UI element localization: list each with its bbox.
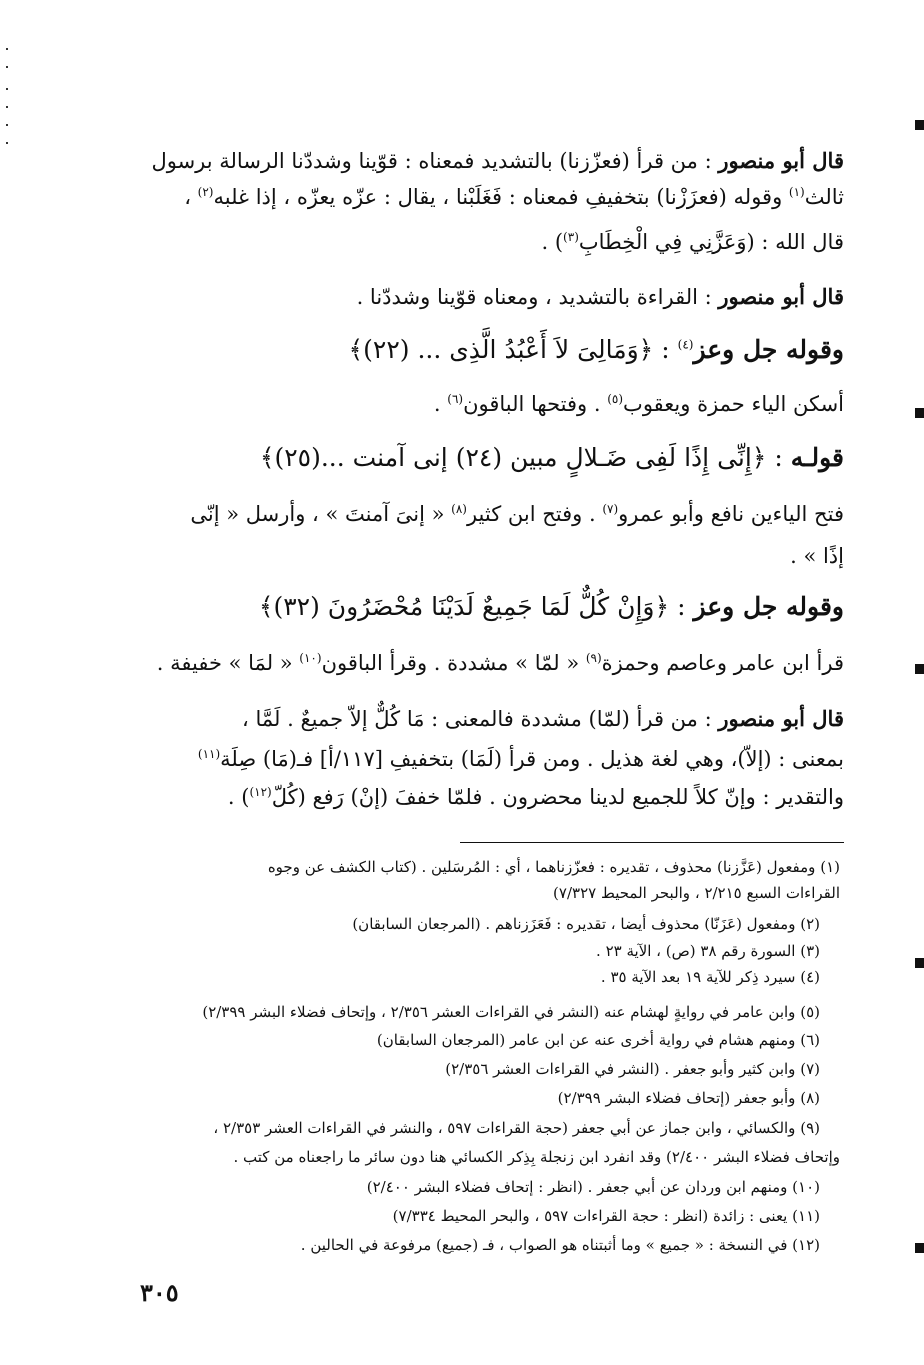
body-text: قرأ ابن عامر وعاصم وحمزة	[601, 651, 844, 675]
footnote	[140, 940, 820, 962]
footnote	[140, 1176, 820, 1198]
footnote	[140, 1087, 820, 1109]
footnote-ref: (٦)	[447, 392, 464, 406]
footnote-number: (١٠)	[792, 1178, 820, 1196]
body-text: ،	[184, 185, 198, 209]
body-text: قال الله : (وَعَزَّنِي فِي الْخِطَابِ	[578, 230, 844, 254]
edge-mark	[915, 958, 924, 968]
body-text: . وفتحها الباقون	[463, 392, 608, 416]
binding-dot	[6, 124, 8, 126]
body-text: والتقدير : وإنّ كلاً للجميع لدينا محضرون . فلمّا خففَ (إنْ) رَفع (كُلّ	[271, 785, 844, 809]
body-line	[136, 146, 844, 176]
footnote-ref: (٧)	[602, 502, 619, 516]
footnote-text: سيرد ذِكر للآية ١٩ بعد الآية ٣٥ .	[600, 968, 796, 986]
footnote-ref: (٢)	[197, 185, 214, 199]
footnote	[140, 1029, 820, 1051]
footnote-text: وأبو جعفر (إتحاف فضلاء البشر ٢/٣٩٩)	[557, 1089, 796, 1107]
footnote-text: ومنهم ابن وردان عن أبي جعفر . (انظر : إتحاف فضلاء البشر ٢/٤٠٠)	[366, 1178, 788, 1196]
footnote-ref: (١٠)	[299, 651, 322, 665]
footnote-text: ومنهم هشام في رواية أخرى عنه عن ابن عامر (المرجعان السابقان)	[376, 1031, 796, 1049]
binding-dot	[6, 66, 8, 68]
binding-dot	[6, 142, 8, 144]
page-number: ٣٠٥	[140, 1278, 179, 1307]
body-line	[136, 541, 844, 571]
speaker-label: قال أبو منصور	[718, 284, 844, 309]
verse-text: : ﴿وَمَالِىَ لاَ أَعْبُدُ الَّذِى ... (٢٢)﴾	[348, 335, 678, 364]
body-line	[136, 744, 844, 774]
body-line	[136, 227, 844, 257]
verse-heading: وقوله جل وعز	[693, 592, 844, 621]
footnote-continuation	[140, 1146, 840, 1168]
body-text: إذًا » .	[790, 544, 844, 568]
footnote-number: (٩)	[800, 1119, 820, 1137]
body-text: . وفتح ابن كثير	[466, 502, 603, 526]
body-text: : من قرأ (لمّا) مشددة فالمعنى : مَا كُلٌّ إلاّ جميعٌ . لَمَّا ،	[242, 707, 719, 731]
verse-heading: وقوله جل وعز	[693, 335, 844, 364]
footnote	[140, 966, 820, 988]
verse-line	[136, 440, 844, 476]
edge-mark	[915, 408, 924, 418]
edge-mark	[915, 120, 924, 130]
footnote-number: (١)	[820, 858, 840, 876]
verse-line	[136, 332, 844, 368]
footnote-ref: (٤)	[677, 337, 694, 352]
footnote-number: (٦)	[800, 1031, 820, 1049]
footnote-text: وابن كثير وأبو جعفر . (النشر في القراءات العشر ٢/٣٥٦)	[445, 1060, 796, 1078]
verse-text: : ﴿وَإِنْ كُلٌّ لَمَا جَمِيعٌ لَدَيْنَا مُحْضَرُونَ (٣٢)﴾	[258, 592, 694, 621]
speaker-label: قال أبو منصور	[718, 148, 844, 173]
speaker-label: قال أبو منصور	[718, 706, 844, 731]
body-line	[136, 389, 844, 419]
footnote-separator	[460, 842, 844, 843]
footnote-number: (١٢)	[792, 1236, 820, 1254]
footnote-number: (٣)	[800, 942, 820, 960]
verse-text: : ﴿إِنِّى إِذًا لَفِى ضَـلالٍ مبين (٢٤) إنى آمنت ...(٢٥)﴾	[259, 443, 791, 472]
footnote-number: (٨)	[800, 1089, 820, 1107]
body-text: ) .	[541, 230, 564, 254]
body-line	[136, 499, 844, 529]
body-text: : القراءة بالتشديد ، ومعناه قوّينا وشددّنا .	[356, 285, 719, 309]
footnote-continuation	[140, 882, 840, 904]
footnote-number: (٤)	[800, 968, 820, 986]
footnote-ref: (٨)	[451, 502, 467, 516]
footnote-text: والكسائي ، وابن جماز عن أبي جعفر (حجة القراءات ٥٩٧ ، والنشر في القراءات العشر ٢/٣٥٣ ،	[213, 1119, 796, 1137]
footnote-ref: (٥)	[607, 392, 624, 406]
body-line	[136, 282, 844, 312]
footnote-ref: (١)	[788, 185, 805, 199]
binding-dot	[6, 88, 8, 90]
footnote	[140, 1058, 820, 1080]
body-text: وقوله (فعزَزْنا) بتخفيفِ فمعناه : فَغَلَبْنا ، يقال : عزّه يعزّه ، إذا غلبه	[213, 185, 789, 209]
footnote-text: وإتحاف فضلاء البشر ٢/٤٠٠) وقد انفرد ابن زنجلة بِذِكر الكسائي هنا دون سائر ما راجعناه من كتب .	[233, 1148, 840, 1166]
footnote-text: القراءات السبع ٢/٢١٥ ، والبحر المحيط ٧/٣٢٧)	[553, 884, 840, 902]
body-line	[136, 782, 844, 812]
footnote	[140, 913, 820, 935]
footnote	[140, 856, 840, 878]
body-text: فتح الياءين نافع وأبو عمرو	[618, 502, 844, 526]
footnote-text: في النسخة : « جميع » وما أثبتناه هو الصواب ، فـ (جميع) مرفوعة في الحالين .	[300, 1236, 788, 1254]
footnote-ref: (٣)	[563, 230, 579, 244]
footnote-number: (٧)	[800, 1060, 820, 1078]
body-text: أسكن الياء حمزة ويعقوب	[623, 392, 844, 416]
footnote-text: يعنى : زائدة (انظر : حجة القراءات ٥٩٧ ، والبحر المحيط ٧/٣٣٤)	[392, 1207, 788, 1225]
body-line	[136, 704, 844, 734]
body-line	[136, 648, 844, 678]
footnote-ref: (٩)	[585, 651, 602, 665]
footnote-text: ومفعول (عَزَّزنا) محذوف ، تقديره : فعزّزناهما ، أي : المُرسَلين . (كتاب الكشف عن وجوه	[267, 858, 816, 876]
body-text: « لمَا » خفيفة .	[156, 651, 300, 675]
footnote-number: (١١)	[792, 1207, 820, 1225]
edge-mark	[915, 664, 924, 674]
footnote-number: (٢)	[800, 915, 820, 933]
body-text: ثالث	[804, 185, 844, 209]
footnote	[140, 1001, 820, 1023]
verse-line	[136, 589, 844, 625]
footnote-text: وابن عامر في روايةٍ لهشام عنه (النشر في القراءات العشر ٢/٣٥٦ ، وإتحاف فضلاء البشر ٢/٣٩٩)	[202, 1003, 796, 1021]
footnote-text: ومفعول (عَزَنّا) محذوف أيضا ، تقديره : فَعَزَزناهم . (المرجعان السابقان)	[352, 915, 796, 933]
footnote	[140, 1205, 820, 1227]
verse-heading: قولـه	[790, 443, 844, 472]
footnote-ref: (١٢)	[249, 785, 272, 799]
binding-dot	[6, 48, 8, 50]
body-text: « لمّا » مشددة . وقرأ الباقون	[321, 651, 586, 675]
edge-mark	[915, 1243, 924, 1253]
body-text: : من قرأ (فعزّزنا) بالتشديد فمعناه : قوّينا وشددّنا الرسالة برسول	[151, 149, 719, 173]
footnote-text: السورة رقم ٣٨ (ص) ، الآية ٢٣ .	[596, 942, 796, 960]
footnote	[140, 1117, 820, 1139]
body-text: .	[433, 392, 448, 416]
body-text: ) .	[227, 785, 250, 809]
body-line	[136, 182, 844, 212]
footnote-number: (٥)	[800, 1003, 820, 1021]
footnote	[140, 1234, 820, 1256]
body-text: بمعنى : (إلاّ)، وهي لغة هذيل . ومن قرأ (لَمَا) بتخفيفِ [١١٧/أ] فـ(مَا) صِلَة	[220, 747, 844, 771]
body-text: « إنىَ آمنتَ » ، وأرسل « إنّى	[190, 502, 452, 526]
binding-dot	[6, 106, 8, 108]
footnote-ref: (١١)	[197, 747, 221, 761]
